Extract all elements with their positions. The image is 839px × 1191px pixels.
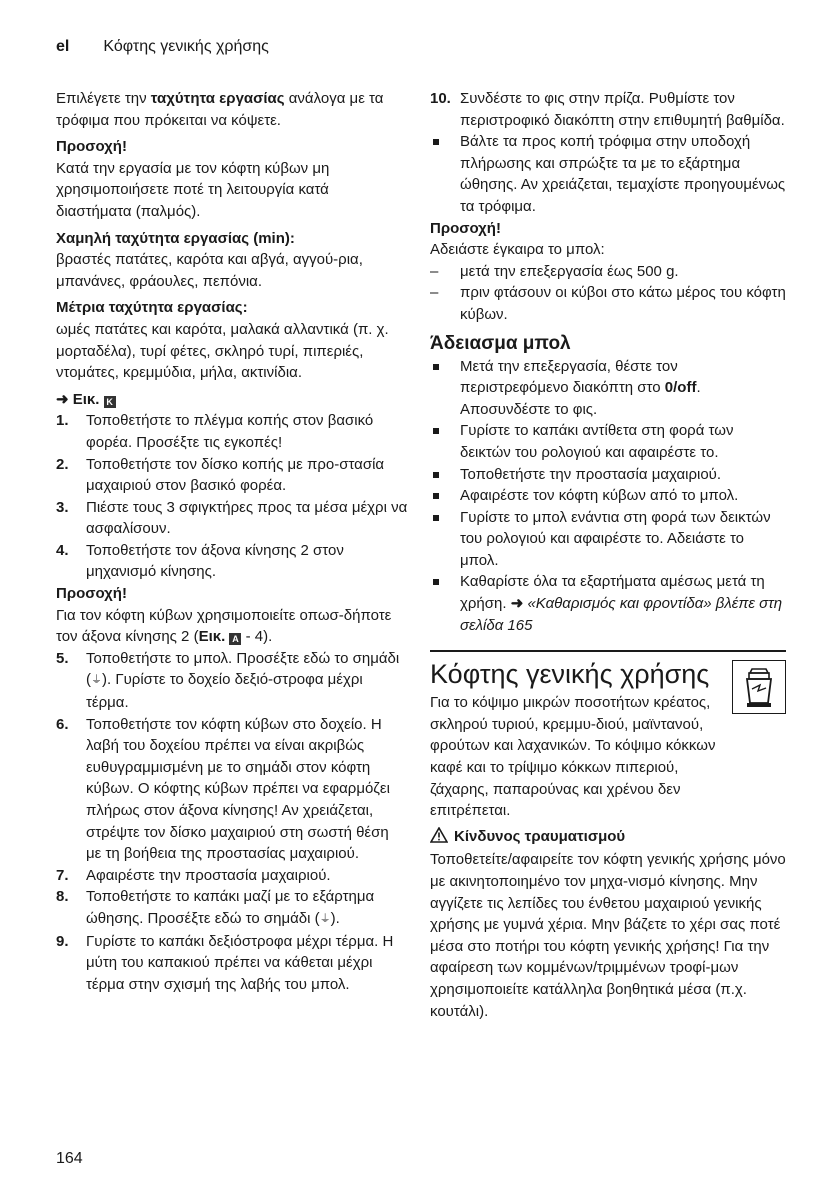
low-speed-text: βραστές πατάτες, καρότα και αβγά, αγγού-ρια, μπανάνες, φράουλες, πεπόνια. bbox=[56, 251, 363, 290]
dash-item: – πριν φτάσουν οι κύβοι στο κάτω μέρος του κόφτη κύβων. bbox=[430, 284, 786, 323]
bullet-square-icon bbox=[433, 493, 439, 499]
warning-triangle-icon bbox=[430, 827, 448, 850]
list-item: 2. Τοποθετήστε τον δίσκο κοπής με προ-στασία μαχαιριού στον βασικό φορέα. bbox=[56, 455, 385, 495]
figure-reference: ➜ Εικ. K bbox=[56, 389, 408, 411]
bullet-item: Μετά την επεξεργασία, θέστε τον περιστρεφόμενο διακόπτη στο 0/off. Αποσυνδέστε το φις. bbox=[430, 356, 786, 421]
right-column bbox=[430, 88, 786, 1022]
list-item: 1. Τοποθετήστε το πλέγμα κοπής στον βασικό φορέα. Προσέξτε τις εγκοπές! bbox=[56, 412, 374, 451]
lock-mark-icon: ⏚ bbox=[319, 912, 331, 925]
bullet-item: Γυρίστε το καπάκι αντίθετα στη φορά των δεικτών του ρολογιού και αφαιρέστε το. bbox=[430, 420, 786, 463]
list-item: 8. Τοποθετήστε το καπάκι μαζί με το εξάρτημα ώθησης. Προσέξτε εδώ το σημάδι (⏚). bbox=[56, 886, 408, 930]
list-item: 10. Συνδέστε το φις στην πρίζα. Ρυθμίστε τον περιστροφικό διακόπτη στην επιθυμητή βαθμίδα. bbox=[430, 90, 785, 129]
list-item: 3. Πιέστε τους 3 σφιγκτήρες προς τα μέσα μέχρι να ασφαλίσουν. bbox=[56, 498, 408, 538]
bullet-square-icon bbox=[433, 515, 439, 521]
arrow-icon: ➜ bbox=[56, 390, 69, 408]
danger-text: Τοποθετείτε/αφαιρείτε τον κόφτη γενικής χρήσης μόνο με ακινητοποιημένο τον μηχα-νισμό κίνησης. Μην αγγίζετε τις λεπίδες του ένθετου μαχαιριού γενικής χρήσης με γυμνά χέρια. Μην βάζετε το χέρι σας ποτέ μέσα στο ποτήρι του κόφτη γενικής χρήσης! Για την αφαίρεση των κομμένων/τριμμένων τροφί-μων χρησιμοποιείτε κατάλληλα βοηθητικά μέσα (π.χ. κουτάλι). bbox=[430, 851, 786, 1020]
section-title: Κόφτης γενικής χρήσης bbox=[430, 659, 710, 690]
medium-speed-text: ωμές πατάτες και καρότα, μαλακά αλλαντικά (π. χ. μορταδέλα), τυρί φέτες, σκληρό τυρί, πιπεριές, ντομάτες, κρεμμύδια, μήλα, ακτινίδια. bbox=[56, 320, 389, 382]
low-speed-heading: Χαμηλή ταχύτητα εργασίας (min): bbox=[56, 229, 295, 247]
section-universal-cutter bbox=[430, 650, 786, 822]
caution-text-2: Για τον κόφτη κύβων χρησιμοποιείτε οπωσ-δήποτε τον άξονα κίνησης 2 (Εικ. A - 4). bbox=[56, 606, 392, 646]
bullet-square-icon bbox=[433, 364, 439, 370]
list-item: 5. Τοποθετήστε το μπολ. Προσέξτε εδώ το σημάδι (⏚). Γυρίστε το δοχείο δεξιό-στροφα μέχρι τέρμα. bbox=[56, 649, 400, 712]
bullet-square-icon bbox=[433, 139, 439, 145]
caution-text-3: Αδειάστε έγκαιρα το μπολ: bbox=[430, 241, 605, 259]
caution-heading-2: Προσοχή! bbox=[56, 585, 127, 603]
bullet-item: Τοποθετήστε την προστασία μαχαιριού. bbox=[430, 464, 786, 486]
figure-k-icon: K bbox=[104, 396, 116, 408]
list-item: 7. Αφαιρέστε την προστασία μαχαιριού. bbox=[56, 866, 331, 884]
caution-heading-3: Προσοχή! bbox=[430, 219, 501, 237]
medium-speed-heading: Μέτρια ταχύτητα εργασίας: bbox=[56, 299, 248, 317]
bullet-item: Βάλτε τα προς κοπή τρόφιμα στην υποδοχή πλήρωσης και σπρώξτε τα με το εξάρτημα ώθησης. Αν χρειάζεται, τεμαχίστε προηγουμένως τα τρόφιμα. bbox=[430, 131, 786, 217]
left-column bbox=[56, 88, 408, 995]
intro-paragraph: Επιλέγετε την ταχύτητα εργασίας ανάλογα με τα τρόφιμα που πρόκειται να κόψετε. bbox=[56, 90, 384, 129]
step-list-a bbox=[56, 410, 408, 583]
arrow-icon: ➜ bbox=[510, 595, 524, 613]
bullet-square-icon bbox=[433, 579, 439, 585]
bullet-square-icon bbox=[433, 472, 439, 478]
danger-heading: Κίνδυνος τραυματισμού bbox=[430, 826, 786, 850]
lock-mark-icon: ⏚ bbox=[91, 674, 102, 687]
dash-item: – μετά την επεξεργασία έως 500 g. bbox=[430, 262, 679, 280]
language-code: el bbox=[56, 38, 70, 55]
page-number: 164 bbox=[56, 1150, 83, 1167]
list-item: 6. Τοποθετήστε τον κόφτη κύβων στο δοχείο. Η λαβή του δοχείου πρέπει να είναι ακριβώς ευθυγραμμισμένη με το σημάδι στον κόφτη κύβων. Ο κόφτης κύβων πρέπει να εφαρμόζει πλήρως στον άξονα κίνησης! Αν χρειάζεται, στρέψτε τον δίσκο μαχαιριού στη σωστή θέση με τη βοήθεια της προστασίας μαχαιριού. bbox=[56, 715, 390, 863]
section-heading-empty-bowl: Άδειασμα μπολ bbox=[430, 332, 571, 354]
cross-reference: «Καθαρισμός και φροντίδα» βλέπε στη σελίδα 165 bbox=[460, 595, 783, 634]
bullet-item: Καθαρίστε όλα τα εξαρτήματα αμέσως μετά τη χρήση. ➜ «Καθαρισμός και φροντίδα» βλέπε στη σελίδα 165 bbox=[430, 571, 786, 636]
universal-cutter-icon bbox=[732, 660, 786, 714]
bullet-square-icon bbox=[433, 428, 439, 434]
bullet-item: Γυρίστε το μπολ ενάντια στη φορά των δεικτών του ρολογιού και αφαιρέστε το. Αδειάστε το μπολ. bbox=[430, 507, 786, 572]
figure-a-icon: A bbox=[229, 633, 241, 645]
list-item: 4. Τοποθετήστε τον άξονα κίνησης 2 στον μηχανισμό κίνησης. bbox=[56, 541, 344, 581]
list-item: 9. Γυρίστε το καπάκι δεξιόστροφα μέχρι τέρμα. Η μύτη του καπακιού πρέπει να κάθεται μέχρι τέρμα στην σχισμή της λαβής του μπολ. bbox=[56, 932, 394, 993]
page-header bbox=[56, 38, 269, 56]
header-title: Κόφτης γενικής χρήσης bbox=[103, 38, 269, 55]
bullet-item: Αφαιρέστε τον κόφτη κύβων από το μπολ. bbox=[430, 485, 786, 507]
caution-heading: Προσοχή! bbox=[56, 138, 127, 156]
section-text: Για το κόψιμο μικρών ποσοτήτων κρέατος, σκληρού τυριού, κρεμμυ-διού, μαϊντανού, φρούτων και λαχανικών. Το κόψιμο κόκκων καφέ και το τρίψιμο κόκκων πιπεριού, ζάχαρης, παπαρούνας και χρένου δεν επιτρέπεται. bbox=[430, 694, 716, 820]
caution-text: Κατά την εργασία με τον κόφτη κύβων μη χρησιμοποιήσετε ποτέ τη λειτουργία κατά διαστήματα (παλμός). bbox=[56, 159, 330, 220]
